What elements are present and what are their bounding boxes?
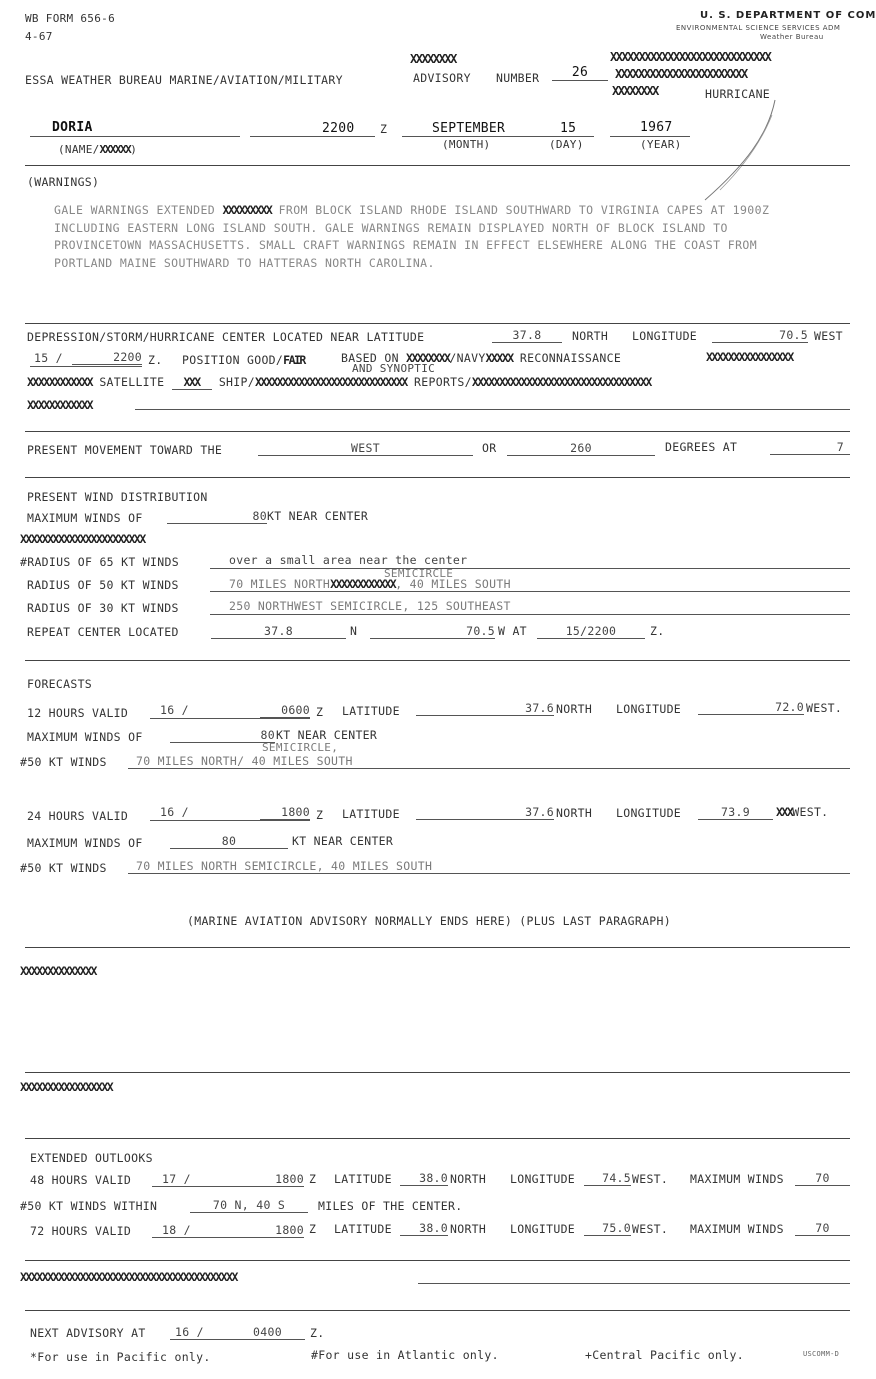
f24-max-value: 80 — [170, 834, 288, 849]
struck-text: XXXXXXXXXXXXXXXX — [706, 350, 793, 364]
form-number: WB FORM 656-6 — [25, 12, 115, 25]
longitude-label: LONGITUDE — [616, 702, 682, 716]
f24-latitude: 37.6 — [416, 805, 554, 820]
next-advisory-time: 0400 — [230, 1325, 305, 1340]
department-name: U. S. DEPARTMENT OF COM — [700, 10, 876, 21]
west-label: WEST — [814, 329, 843, 343]
latitude-label: LATITUDE — [334, 1172, 392, 1186]
year-label: (YEAR) — [640, 138, 682, 151]
center-longitude: 70.5 — [712, 328, 808, 343]
f12-time: 0600 — [260, 703, 310, 718]
storm-type: HURRICANE — [705, 87, 771, 101]
f24-time: 1800 — [260, 805, 310, 820]
agency-name: ENVIRONMENTAL SCIENCE SERVICES ADM — [676, 24, 841, 32]
or-label: OR — [482, 441, 497, 455]
f12-latitude: 37.6 — [416, 701, 554, 716]
f12-label: 12 HOURS VALID — [27, 706, 129, 720]
zulu-marker: Z. — [310, 1326, 325, 1340]
advisory-number: 26 — [552, 65, 608, 81]
o72-time: 1800 — [252, 1223, 304, 1238]
pen-mark — [700, 95, 780, 205]
wind-distribution-heading: PRESENT WIND DISTRIBUTION — [27, 490, 208, 504]
struck-text: XXXXXXXX — [410, 52, 456, 66]
struck-text: XXXXXXXXXXXXXXXXXXXXXXXXXXXXXXXXXXXXXXXX — [20, 1270, 237, 1284]
struck-text: XXXXXXXXXXXXXXXXX — [20, 1080, 113, 1094]
center-label: DEPRESSION/STORM/HURRICANE CENTER LOCATED NEAR LATITUDE — [27, 330, 425, 344]
sources-line: XXXXXXXXXXXX SATELLITE XXX SHIP/XXXXXXXXXXXXXXXXXXXXXXXXXXXX REPORTS/XXXXXXXXXXXXXXXXXXXXXXXXXXXXXXXXX — [27, 375, 651, 389]
forecasts-label: FORECASTS — [27, 677, 93, 691]
miles-of-center-label: MILES OF THE CENTER. — [318, 1199, 463, 1213]
warnings-label: (WARNINGS) — [27, 175, 100, 189]
footnote-atlantic: #For use in Atlantic only. — [311, 1348, 499, 1362]
max-winds-label: MAXIMUM WINDS — [690, 1222, 784, 1236]
zulu-marker: Z. — [650, 624, 665, 638]
position-label: POSITION GOOD/FAIR — [182, 353, 305, 367]
f12-longitude: 72.0 — [698, 700, 804, 715]
advisory-label: ADVISORY — [413, 71, 471, 85]
movement-speed: 7 — [770, 440, 850, 455]
kt-near-center-label: KT NEAR CENTER — [276, 728, 378, 742]
struck-text: XXXXXXXXXXXX — [27, 398, 93, 412]
advisory-month: SEPTEMBER — [432, 121, 506, 136]
center-day: 15 / — [34, 351, 63, 365]
f24-50kt-label: #50 KT WINDS — [20, 861, 107, 875]
advisory-year: 1967 — [640, 120, 673, 135]
kt-near-center-label: KT NEAR CENTER — [267, 509, 369, 523]
o48-max-value: 70 — [795, 1171, 850, 1186]
semicircle-insert: SEMICIRCLE — [384, 567, 454, 580]
struck-text: XXXXXXXXXXXXXXXXXXXXXXX — [20, 532, 145, 546]
next-advisory-day: 16 / — [175, 1325, 204, 1339]
f12-max-label: MAXIMUM WINDS OF — [27, 730, 143, 744]
north-label: NORTH — [556, 806, 593, 820]
f12-50kt-value: 70 MILES NORTH/ 40 MILES SOUTH — [136, 754, 353, 768]
bureau-name: Weather Bureau — [760, 33, 824, 41]
zulu-marker: Z — [316, 808, 324, 822]
f24-max-label: MAXIMUM WINDS OF — [27, 836, 143, 850]
repeat-time: 15/2200 — [537, 624, 645, 639]
o48-label: 48 HOURS VALID — [30, 1173, 132, 1187]
service-title: ESSA WEATHER BUREAU MARINE/AVIATION/MILITARY — [25, 73, 343, 87]
movement-label: PRESENT MOVEMENT TOWARD THE — [27, 443, 223, 457]
zulu-marker: Z. — [148, 353, 163, 367]
struck-text: XXXXXXXX — [612, 84, 658, 98]
name-label: (NAME/XXXXXX) — [58, 143, 138, 156]
f24-west: XXXWEST. — [776, 805, 829, 819]
outlook-50kt-value: 70 N, 40 S — [190, 1198, 308, 1213]
day-label: (DAY) — [549, 138, 584, 151]
radius-30-label: RADIUS OF 30 KT WINDS — [27, 601, 179, 615]
repeat-center-label: REPEAT CENTER LOCATED — [27, 625, 179, 639]
longitude-label: LONGITUDE — [616, 806, 682, 820]
f24-longitude: 73.9 — [698, 805, 773, 820]
longitude-label: LONGITUDE — [510, 1222, 576, 1236]
and-synoptic-insert: AND SYNOPTIC — [352, 362, 436, 375]
north-label: NORTH — [556, 702, 593, 716]
radius-65-value: over a small area near the center — [229, 553, 468, 567]
number-label: NUMBER — [496, 71, 540, 85]
o48-day: 17 / — [162, 1172, 191, 1186]
latitude-label: LATITUDE — [342, 704, 400, 718]
movement-direction: WEST — [258, 441, 473, 456]
marine-note: (MARINE AVIATION ADVISORY NORMALLY ENDS HERE) (PLUS LAST PARAGRAPH) — [187, 914, 671, 928]
max-winds-label: MAXIMUM WINDS — [690, 1172, 784, 1186]
month-label: (MONTH) — [442, 138, 491, 151]
f12-day: 16 / — [160, 703, 189, 717]
repeat-latitude: 37.8 — [211, 624, 346, 639]
warnings-text: GALE WARNINGS EXTENDED XXXXXXXXX FROM BLOCK ISLAND RHODE ISLAND SOUTHWARD TO VIRGINIA CAPES AT 1900Z INCLUDING EASTERN LONG ISLAND SOUTH. GALE WARNINGS REMAIN DISPLAYED NORTH OF BLOCK ISLAND TO PROVINCETOWN MASSACHUSETTS. SMALL CRAFT WARNINGS REMAIN IN EFFECT ELSEWHERE ALONG THE COAST FROM PORTLAND MAINE SOUTHWARD TO HATTERAS NORTH CAROLINA. — [54, 203, 770, 270]
form-date: 4-67 — [25, 30, 53, 43]
longitude-label: LONGITUDE — [510, 1172, 576, 1186]
north-label: NORTH — [572, 329, 609, 343]
advisory-day: 15 — [560, 121, 577, 136]
max-winds-label: MAXIMUM WINDS OF — [27, 511, 143, 525]
struck-text: XXXXXXXXXXXXXX — [20, 964, 96, 978]
next-advisory-label: NEXT ADVISORY AT — [30, 1326, 146, 1340]
o72-longitude: 75.0 — [584, 1221, 631, 1236]
f24-day: 16 / — [160, 805, 189, 819]
radius-65-label: #RADIUS OF 65 KT WINDS — [20, 555, 179, 569]
w-at-label: W AT — [498, 624, 527, 638]
degrees-label: DEGREES AT — [665, 440, 738, 454]
center-latitude: 37.8 — [492, 328, 562, 343]
based-on-label: BASED ON XXXXXXXX/NAVYXXXXX RECONNAISSANCE — [341, 351, 622, 365]
latitude-label: LATITUDE — [334, 1222, 392, 1236]
kt-near-center-label: KT NEAR CENTER — [292, 834, 394, 848]
north-label: NORTH — [450, 1222, 487, 1236]
f24-label: 24 HOURS VALID — [27, 809, 129, 823]
storm-name: DORIA — [52, 120, 93, 135]
longitude-label: LONGITUDE — [632, 329, 698, 343]
semicircle-insert: SEMICIRCLE, — [262, 741, 339, 754]
o72-day: 18 / — [162, 1223, 191, 1237]
o72-max-value: 70 — [795, 1221, 850, 1236]
n-label: N — [350, 624, 358, 638]
footnote-pacific: *For use in Pacific only. — [30, 1350, 211, 1364]
print-code: USCOMM-D — [803, 1350, 840, 1358]
outlook-50kt-label: #50 KT WINDS WITHIN — [20, 1199, 158, 1213]
radius-50-value: 70 MILES NORTHXXXXXXXXXXXX, 40 MILES SOUTH — [229, 577, 511, 591]
zulu-marker: Z — [309, 1172, 317, 1186]
north-label: NORTH — [450, 1172, 487, 1186]
footnote-central: +Central Pacific only. — [585, 1348, 744, 1362]
outlooks-label: EXTENDED OUTLOOKS — [30, 1151, 153, 1165]
zulu-marker: Z — [380, 122, 388, 136]
o48-time: 1800 — [252, 1172, 304, 1187]
movement-degrees: 260 — [507, 441, 655, 456]
center-time: 2200 — [72, 350, 142, 365]
f24-50kt-value: 70 MILES NORTH SEMICIRCLE, 40 MILES SOUTH — [136, 859, 433, 873]
west-label: WEST. — [806, 701, 843, 715]
west-label: WEST. — [632, 1172, 669, 1186]
latitude-label: LATITUDE — [342, 807, 400, 821]
struck-text: XXXXXXXXXXXXXXXXXXXXXXXXXXXX — [610, 50, 771, 64]
zulu-marker: Z — [316, 705, 324, 719]
o48-latitude: 38.0 — [400, 1171, 448, 1186]
f12-50kt-label: #50 KT WINDS — [20, 755, 107, 769]
radius-50-label: RADIUS OF 50 KT WINDS — [27, 578, 179, 592]
struck-text: XXXXXXXXXXXXXXXXXXXXXXX — [615, 67, 747, 81]
radius-30-value: 250 NORTHWEST SEMICIRCLE, 125 SOUTHEAST — [229, 599, 511, 613]
o72-latitude: 38.0 — [400, 1221, 448, 1236]
o72-label: 72 HOURS VALID — [30, 1224, 132, 1238]
repeat-longitude: 70.5 — [370, 624, 495, 639]
west-label: WEST. — [632, 1222, 669, 1236]
o48-longitude: 74.5 — [584, 1171, 631, 1186]
zulu-marker: Z — [309, 1222, 317, 1236]
advisory-time: 2200 — [322, 121, 355, 136]
f12-max-value: 80 — [170, 728, 275, 743]
max-winds-value: 80 — [167, 509, 267, 524]
